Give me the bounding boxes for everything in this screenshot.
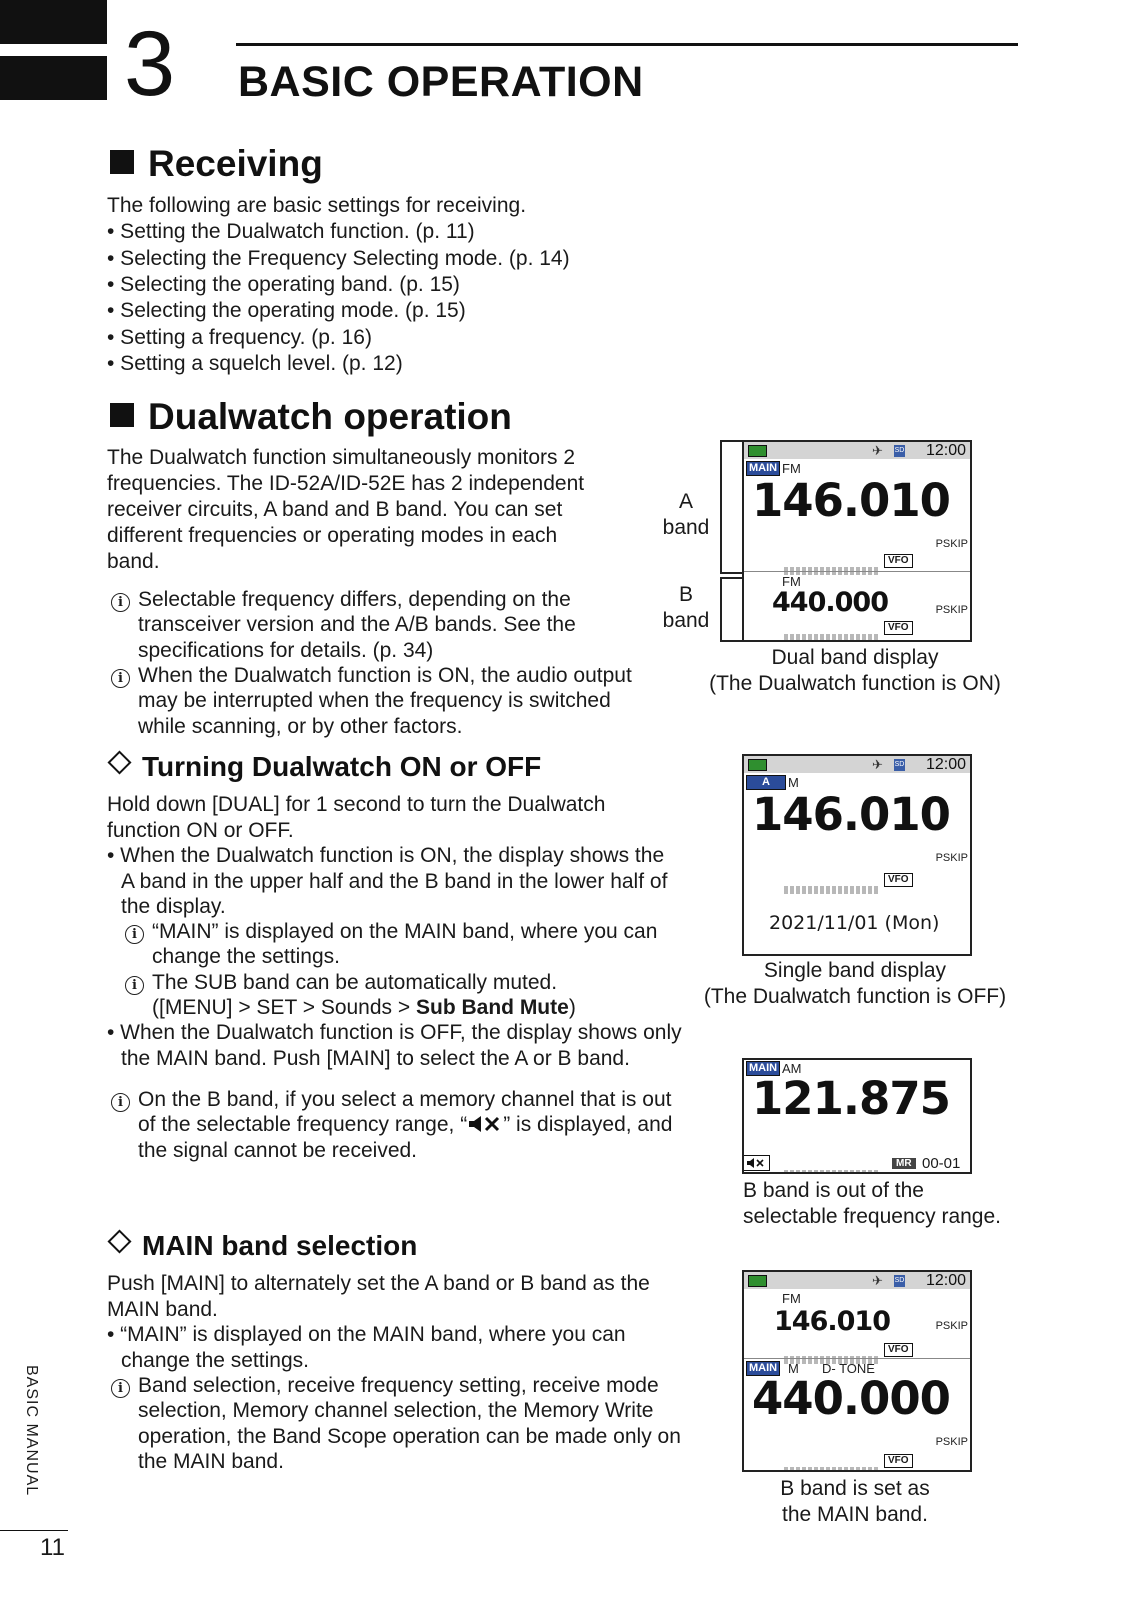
- chapter-tab-bottom: [0, 56, 107, 100]
- dualwatch-body-line: The Dualwatch function simultaneously monitors 2: [107, 446, 576, 469]
- diamond-bullet-icon: [107, 1229, 131, 1253]
- sub-band-mute-label: Sub Band Mute: [415, 996, 569, 1019]
- pskip-tag: PSKIP: [935, 604, 968, 616]
- pskip-tag: PSKIP: [935, 1436, 968, 1448]
- b-band-bracket: [720, 577, 744, 642]
- chapter-number: 3: [124, 13, 176, 115]
- caption-single-band: Single band display (The Dualwatch function is OFF): [703, 959, 1007, 1008]
- main-badge: MAIN: [746, 1061, 780, 1076]
- frequency-a: 146.010: [774, 1306, 890, 1337]
- frequency-a: 146.010: [752, 474, 950, 527]
- list-item: • Setting a frequency. (p. 16): [107, 326, 372, 349]
- main-badge: MAIN: [746, 1361, 780, 1376]
- out-of-range-display: [742, 1058, 972, 1174]
- a-band-badge: A: [746, 775, 786, 790]
- chapter-tab-top: [0, 0, 107, 44]
- note-line: Band selection, receive frequency setting, receive mode: [138, 1374, 659, 1397]
- dualwatch-heading: Dualwatch operation: [110, 396, 512, 438]
- info-icon: i: [111, 1379, 130, 1398]
- menu-path: ([MENU] > SET > Sounds > Sub Band Mute): [152, 996, 576, 1019]
- main-band-body-line: Push [MAIN] to alternately set the A band or B band as the: [107, 1272, 650, 1295]
- note-line: When the Dualwatch function is ON, the audio output: [138, 664, 632, 687]
- dual-band-display: [742, 440, 972, 642]
- band-divider: [744, 1358, 970, 1359]
- caption-b-main: B band is set as the MAIN band.: [780, 1477, 930, 1526]
- note-line: specifications for details. (p. 34): [138, 639, 434, 662]
- s-meter: [784, 1346, 880, 1354]
- vfo-badge: VFO: [884, 1343, 913, 1357]
- receiving-heading: Receiving: [110, 143, 323, 185]
- gps-icon: ✈: [872, 1273, 883, 1288]
- note-line: of the selectable frequency range, “ ” is displayed, and: [138, 1113, 673, 1136]
- b-band-label: B band: [662, 583, 710, 632]
- frequency-b: 440.000: [752, 1372, 950, 1425]
- mode-label: FM: [782, 461, 801, 476]
- a-band-bracket: [720, 440, 744, 574]
- caption-dual-band: Dual band display (The Dualwatch function is ON): [709, 646, 1001, 695]
- diamond-bullet-icon: [107, 750, 131, 774]
- speaker-mute-icon: [742, 1155, 770, 1171]
- a-band-label: A band: [662, 490, 710, 539]
- square-bullet-icon: [110, 150, 134, 174]
- note-line: the signal cannot be received.: [138, 1139, 418, 1162]
- note-line: “MAIN” is displayed on the MAIN band, where you can: [152, 920, 658, 943]
- dualwatch-body-line: receiver circuits, A band and B band. You can set: [107, 498, 563, 521]
- sd-card-icon: SD: [894, 445, 905, 457]
- mode-label: AM: [782, 1061, 802, 1076]
- list-item: • Setting the Dualwatch function. (p. 11): [107, 220, 475, 243]
- frequency-a: 146.010: [752, 788, 950, 841]
- bullet-line: A band in the upper half and the B band in the lower half of: [121, 870, 668, 893]
- clock: 12:00: [925, 442, 966, 459]
- mode-label: M: [788, 1361, 799, 1376]
- note-line: change the settings.: [152, 945, 340, 968]
- turning-body-line: function ON or OFF.: [107, 819, 294, 842]
- battery-icon: [748, 759, 767, 771]
- note-line: while scanning, or by other factors.: [138, 715, 463, 738]
- info-icon: i: [125, 976, 144, 995]
- main-band-heading: MAIN band selection: [105, 1230, 417, 1262]
- dualwatch-body-line: frequencies. The ID-52A/ID-52E has 2 independent: [107, 472, 585, 495]
- sidebar-label: BASIC MANUAL: [23, 1365, 40, 1497]
- gps-icon: ✈: [872, 757, 883, 772]
- note-line: operation, the Band Scope operation can be made only on: [138, 1425, 681, 1448]
- dualwatch-body-line: band.: [107, 550, 160, 573]
- single-band-display: [742, 754, 972, 956]
- status-bar: [744, 1272, 970, 1289]
- s-meter: [784, 876, 880, 884]
- main-badge: MAIN: [746, 461, 780, 476]
- dualwatch-body-line: different frequencies or operating modes in each: [107, 524, 558, 547]
- s-meter: [784, 1160, 880, 1168]
- note-line: selection, Memory channel selection, the Memory Write: [138, 1399, 654, 1422]
- bullet-line: • When the Dualwatch function is OFF, the display shows only: [107, 1021, 682, 1044]
- turning-body-line: Hold down [DUAL] for 1 second to turn the Dualwatch: [107, 793, 606, 816]
- clock: 12:00: [925, 756, 966, 773]
- info-icon: i: [111, 669, 130, 688]
- frequency-main: 121.875: [752, 1072, 950, 1125]
- sd-card-icon: SD: [894, 759, 905, 771]
- bullet-line: • When the Dualwatch function is ON, the display shows the: [107, 844, 665, 867]
- list-item: • Selecting the operating mode. (p. 15): [107, 299, 466, 322]
- square-bullet-icon: [110, 403, 134, 427]
- bullet-line: change the settings.: [121, 1349, 309, 1372]
- vfo-badge: VFO: [884, 554, 913, 568]
- page-number-rule: [0, 1530, 68, 1531]
- chapter-rule: [236, 43, 1018, 46]
- s-meter: [784, 1457, 880, 1465]
- note-line: transceiver version and the A/B bands. See the: [138, 613, 576, 636]
- note-line: Selectable frequency differs, depending on the: [138, 588, 571, 611]
- note-line: the MAIN band.: [138, 1450, 284, 1473]
- bullet-line: the display.: [121, 895, 226, 918]
- battery-icon: [748, 445, 767, 457]
- mode-label: M: [788, 775, 799, 790]
- date-readout: 2021/11/01 (Mon): [769, 912, 940, 934]
- battery-icon: [748, 1275, 767, 1287]
- status-bar: [744, 756, 970, 773]
- vfo-badge: VFO: [884, 873, 913, 887]
- note-line: may be interrupted when the frequency is switched: [138, 689, 611, 712]
- channel-number: 00-01: [922, 1155, 961, 1172]
- list-item: • Selecting the operating band. (p. 15): [107, 273, 460, 296]
- vfo-badge: VFO: [884, 1454, 913, 1468]
- info-icon: i: [111, 1093, 130, 1112]
- band-divider: [744, 571, 970, 572]
- turning-heading: Turning Dualwatch ON or OFF: [105, 751, 541, 783]
- receiving-intro: The following are basic settings for receiving.: [107, 194, 527, 217]
- sd-card-icon: SD: [894, 1275, 905, 1287]
- frequency-b: 440.000: [772, 587, 888, 618]
- info-icon: i: [111, 593, 130, 612]
- status-bar: [744, 442, 970, 459]
- main-band-body-line: MAIN band.: [107, 1298, 218, 1321]
- caption-out-of-range: B band is out of the selectable frequency range.: [743, 1179, 1001, 1228]
- tone-label: D- TONE: [822, 1361, 875, 1376]
- mr-badge: MR: [892, 1158, 916, 1169]
- speaker-mute-icon: [467, 1114, 503, 1134]
- bullet-line: the MAIN band. Push [MAIN] to select the A or B band.: [121, 1047, 630, 1070]
- page-number: 11: [40, 1534, 65, 1561]
- note-line: On the B band, if you select a memory channel that is out: [138, 1088, 672, 1111]
- note-line: The SUB band can be automatically muted.: [152, 971, 558, 994]
- bullet-line: • “MAIN” is displayed on the MAIN band, where you can: [107, 1323, 626, 1346]
- info-icon: i: [125, 925, 144, 944]
- s-meter: [784, 557, 880, 565]
- pskip-tag: PSKIP: [935, 1320, 968, 1332]
- b-main-display: [742, 1270, 972, 1472]
- list-item: • Selecting the Frequency Selecting mode. (p. 14): [107, 247, 570, 270]
- list-item: • Setting a squelch level. (p. 12): [107, 352, 403, 375]
- chapter-title: BASIC OPERATION: [238, 58, 644, 106]
- mode-label: FM: [782, 1291, 801, 1306]
- gps-icon: ✈: [872, 443, 883, 458]
- mode-label: FM: [782, 574, 801, 589]
- vfo-badge: VFO: [884, 621, 913, 635]
- pskip-tag: PSKIP: [935, 538, 968, 550]
- pskip-tag: PSKIP: [935, 852, 968, 864]
- s-meter: [784, 624, 880, 632]
- clock: 12:00: [925, 1272, 966, 1289]
